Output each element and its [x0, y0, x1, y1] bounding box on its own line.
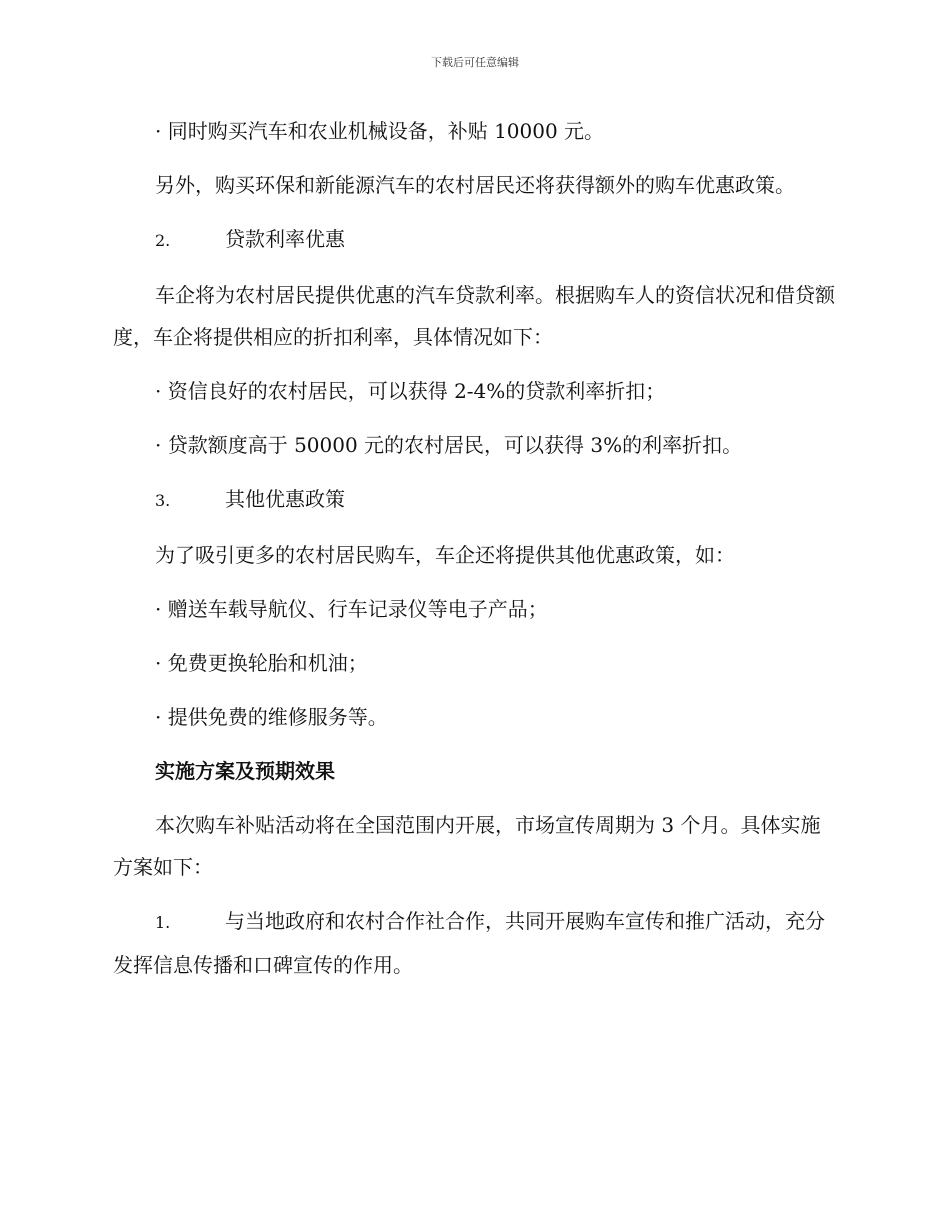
- section-2-heading: [113, 218, 835, 262]
- loan-bullet-2: · 贷款额度高于 50000 元的农村居民，可以获得 3%的利率折扣。: [155, 433, 743, 457]
- item-1-number: 1.: [155, 913, 171, 932]
- implementation-heading: 实施方案及预期效果: [155, 759, 335, 783]
- section-3-number: 3.: [155, 491, 171, 510]
- other-bullet-3: · 提供免费的维修服务等。: [155, 705, 388, 729]
- eco-paragraph: 另外，购买环保和新能源汽车的农村居民还将获得额外的购车优惠政策。: [155, 173, 795, 197]
- document-body: [113, 110, 835, 998]
- section-2-number: 2.: [155, 231, 171, 250]
- item-1-text: 与当地政府和农村合作社合作，共同开展购车宣传和推广活动，充分发挥信息传播和口碑宣传的作用。: [113, 909, 825, 977]
- other-bullet-1: · 赠送车载导航仪、行车记录仪等电子产品；: [155, 597, 548, 621]
- loan-bullet-1: · 资信良好的农村居民，可以获得 2-4%的贷款利率折扣；: [155, 379, 666, 403]
- implementation-item-1: [113, 900, 835, 986]
- subsidy-bullet: · 同时购买汽车和农业机械设备，补贴 10000 元。: [155, 119, 605, 143]
- section-2-title: 贷款利率优惠: [225, 227, 345, 251]
- implementation-paragraph: 本次购车补贴活动将在全国范围内开展，市场宣传周期为 3 个月。具体实施方案如下：: [113, 813, 821, 879]
- section-3-heading: [113, 478, 835, 522]
- other-bullet-2: · 免费更换轮胎和机油；: [155, 651, 368, 675]
- section-3-title: 其他优惠政策: [225, 487, 345, 511]
- page-header: 下载后可任意编辑: [431, 56, 519, 69]
- loan-paragraph: 车企将为农村居民提供优惠的汽车贷款利率。根据购车人的资信状况和借贷额度，车企将提供相应的折扣利率，具体情况如下：: [113, 283, 835, 349]
- other-intro-paragraph: 为了吸引更多的农村居民购车，车企还将提供其他优惠政策，如：: [155, 543, 735, 567]
